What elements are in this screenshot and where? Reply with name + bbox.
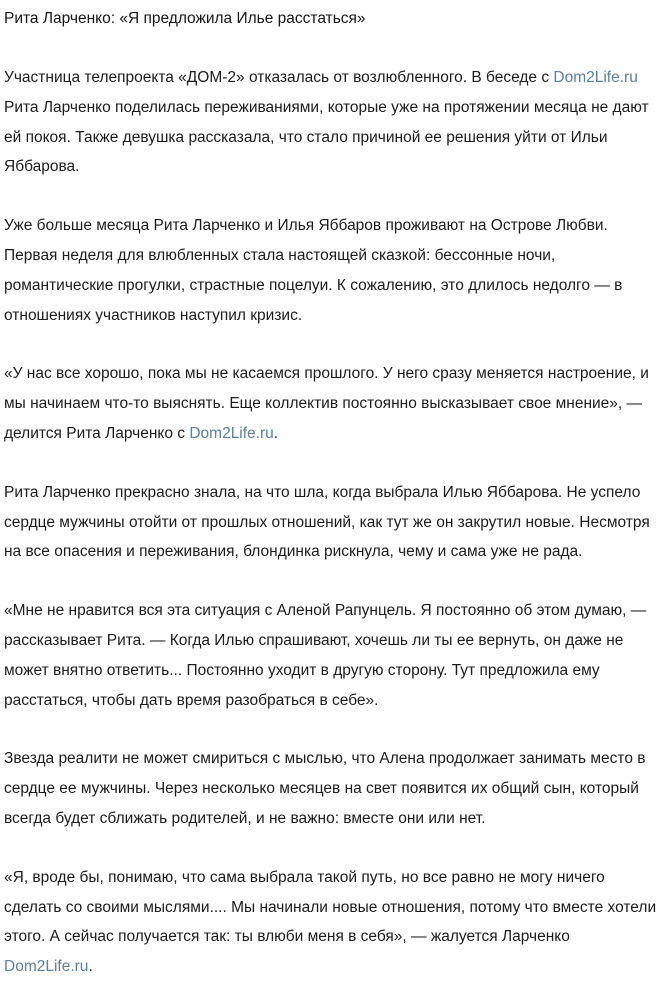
paragraph-text: «Я, вроде бы, понимаю, что сама выбрала такой путь, но все равно не могу ничего сделать со своими мыслями.... Мы начинали новые отношения, потому что вместе хотели этого. А сейчас получается так: ты влюби меня в себя», — жалуется Ларченко	[4, 868, 661, 946]
paragraph-text: Уже больше месяца Рита Ларченко и Илья Яббаров проживают на Острове Любви. Первая неделя для влюбленных стала настоящей сказкой: бессонные ночи, романтические прогулки, страстные поцелуи. К сожалению, это длилось недолго — в отношениях участников наступил кризис.	[4, 217, 627, 324]
article-paragraph	[4, 211, 662, 330]
article-paragraph	[4, 744, 662, 833]
source-link[interactable]: Dom2Life.ru	[189, 424, 274, 442]
article-paragraph	[4, 359, 662, 448]
article-headline: Рита Ларченко: «Я предложила Илье расстаться»	[4, 10, 366, 27]
paragraph-text: «У нас все хорошо, пока мы не касаемся прошлого. У него сразу меняется настроение, и мы начинаем что-то выяснять. Еще коллектив постоянно высказывает свое мнение», — делится Рита Ларченко с	[4, 365, 654, 442]
article-paragraph	[4, 596, 662, 715]
article-paragraph	[4, 863, 662, 982]
source-link[interactable]: Dom2Life.ru	[4, 958, 89, 976]
paragraph-text: Участница телепроекта «ДОМ-2» отказалась от возлюбленного. В беседе с	[4, 69, 554, 86]
paragraph-text: Рита Ларченко поделилась переживаниями, которые уже на протяжении месяца не дают ей покоя. Также девушка рассказала, что стало причиной ее решения уйти от Ильи Яббарова.	[4, 69, 653, 176]
source-link[interactable]: Dom2Life.ru	[553, 69, 638, 86]
paragraph-text: Рита Ларченко прекрасно знала, на что шла, когда выбрала Илью Яббарова. Не успело сердце мужчины отойти от прошлых отношений, как тут же он закрутил новые. Несмотря на все опасения и переживания, блондинка рискнула, чему и сама уже не рада.	[4, 483, 655, 561]
paragraph-text: .	[88, 958, 93, 976]
article-paragraph	[4, 478, 662, 567]
paragraph-text: .	[273, 424, 279, 442]
article-paragraph-list	[4, 63, 662, 982]
paragraph-text: «Мне не нравится вся эта ситуация с Аленой Рапунцель. Я постоянно об этом думаю, — рассказывает Рита. — Когда Илью спрашивают, хочешь ли ты ее вернуть, он даже не может внятно ответить... Постоянно уходит в другую сторону. Тут предложила ему расстаться, чтобы дать время разобраться в себе».	[4, 602, 651, 709]
paragraph-text: Звезда реалити не может смириться с мыслью, что Алена продолжает занимать место в сердце ее мужчины. Через несколько месяцев на свет появится их общий сын, который всегда будет сближать родителей, и не важно: вместе они или нет.	[4, 750, 650, 827]
article-paragraph	[4, 63, 662, 182]
